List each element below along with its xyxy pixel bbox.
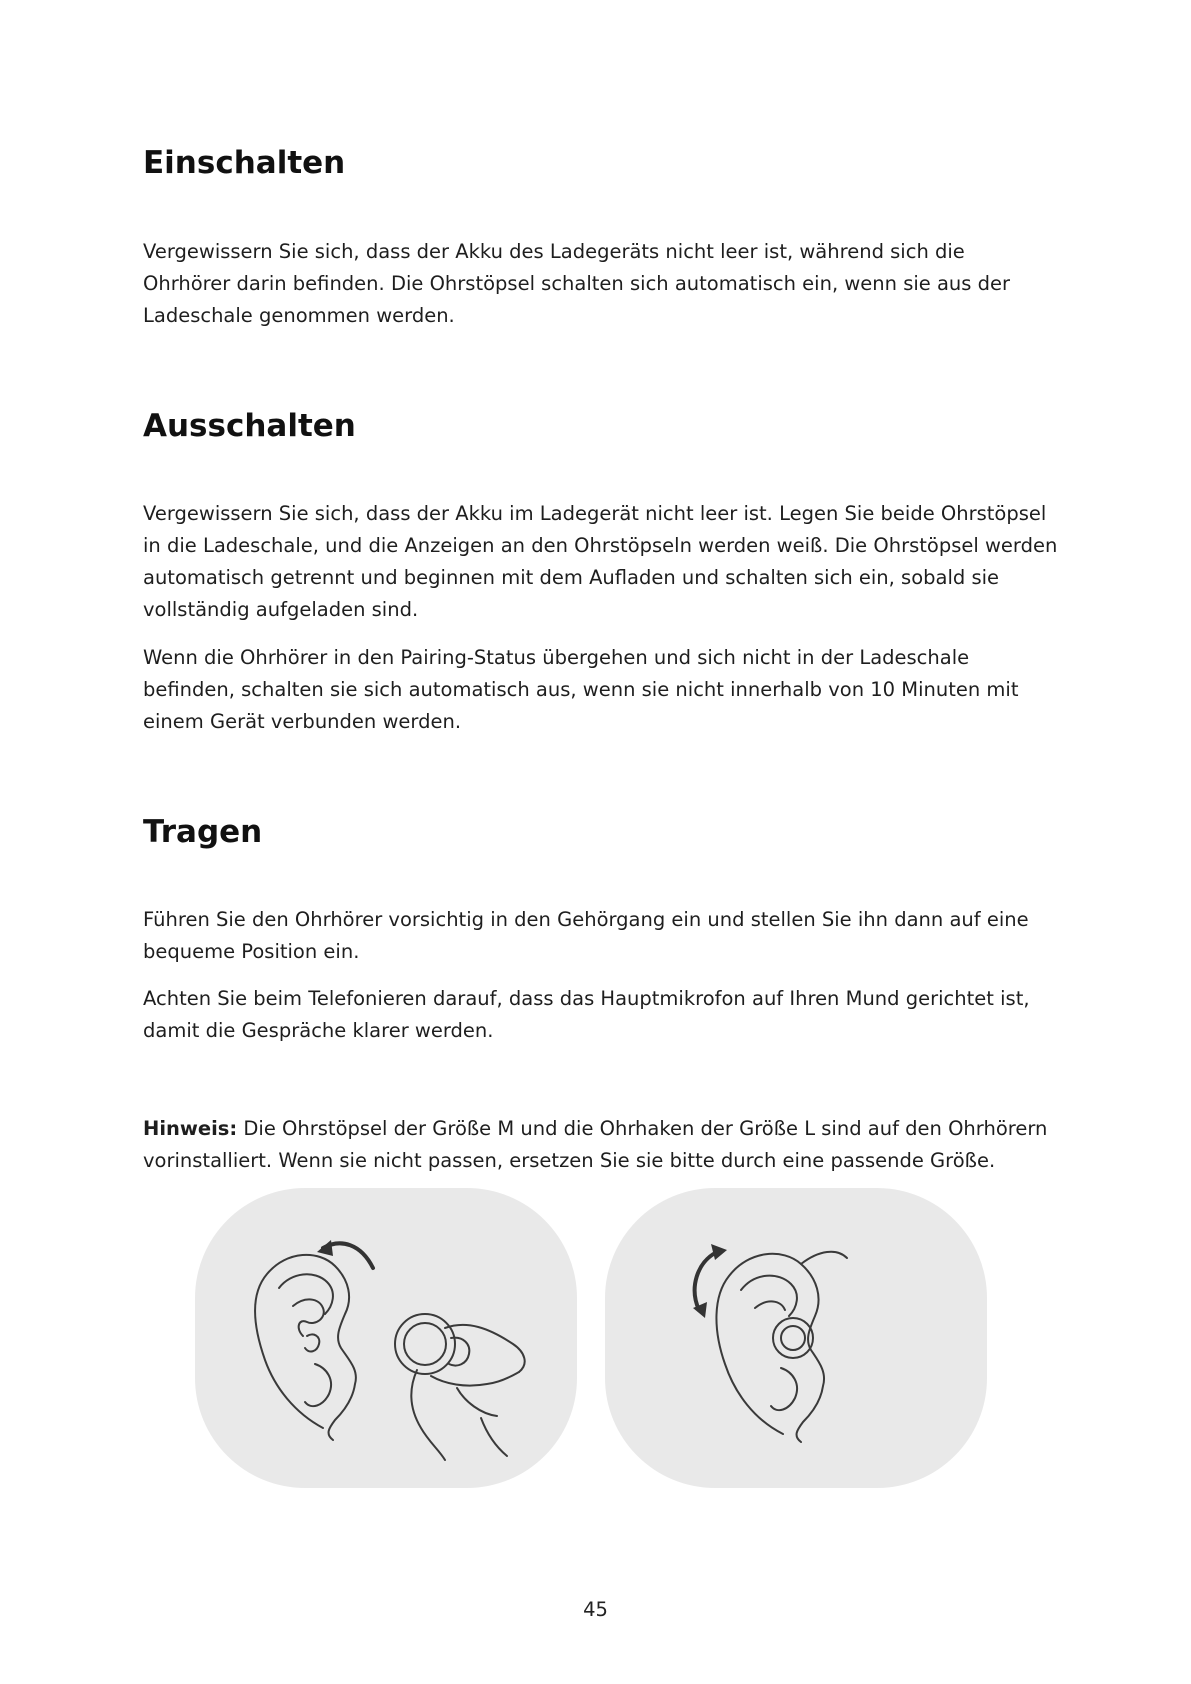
earbud-face — [781, 1326, 805, 1350]
ear-lobe — [771, 1368, 797, 1410]
rotate-arrow-head-up-icon — [711, 1244, 727, 1260]
paragraph-tragen-1: Führen Sie den Ohrhörer vorsichtig in den Gehörgang ein und stellen Sie ihn dann auf eine bequeme Position ein. — [143, 908, 1029, 963]
finger-joint — [457, 1388, 497, 1416]
rotate-arrow-head-icon — [317, 1240, 333, 1256]
note-label: Hinweis: — [143, 1117, 238, 1140]
ear-antihelix — [755, 1301, 785, 1310]
heading-tragen: Tragen — [143, 814, 263, 850]
ear-antihelix — [293, 1299, 324, 1336]
finger-lower — [411, 1370, 445, 1460]
ear-with-earbud-drawing — [605, 1188, 987, 1488]
paragraph-ausschalten-1: Vergewissern Sie sich, dass der Akku im Ladegerät nicht leer ist. Legen Sie beide Ohrstöpsel in die Ladeschale, und die Anzeigen an den Ohrstöpseln werden weiß. Die Ohrstöpsel werden automatisch getrennt und beginnen mit dem Aufladen und schalten sich ein, sobald sie vollständig aufgeladen sind. — [143, 502, 1058, 621]
heading-ausschalten: Ausschalten — [143, 408, 356, 444]
earbud-face — [404, 1323, 446, 1365]
wrist — [481, 1418, 507, 1456]
ear-canal — [305, 1334, 319, 1351]
earbud-body — [773, 1318, 813, 1358]
paragraph-tragen-2: Achten Sie beim Telefonieren darauf, dass das Hauptmikrofon auf Ihren Mund gerichtet ist, damit die Gespräche klarer werden. — [143, 987, 1030, 1042]
paragraph-einschalten: Vergewissern Sie sich, dass der Akku des Ladegeräts nicht leer ist, während sich die Ohrhörer darin befinden. Die Ohrstöpsel schalten sich automatisch ein, wenn sie aus der Ladeschale genommen werden. — [143, 240, 1011, 327]
illustration-insert-earbud — [195, 1188, 577, 1488]
note-paragraph — [143, 1113, 1058, 1177]
ear-lobe — [305, 1364, 331, 1406]
ear-hook — [801, 1252, 847, 1264]
rotate-arrow-icon — [695, 1252, 717, 1310]
ear-inner-fold — [279, 1274, 333, 1314]
ear-outline — [716, 1254, 824, 1442]
ear-and-hand-drawing — [195, 1188, 577, 1488]
paragraph-ausschalten-2: Wenn die Ohrhörer in den Pairing-Status übergehen und sich nicht in der Ladeschale befinden, schalten sie sich automatisch aus, wenn sie nicht innerhalb von 10 Minuten mit einem Gerät verbunden werden. — [143, 646, 1019, 733]
note-text: Die Ohrstöpsel der Größe M und die Ohrhaken der Größe L sind auf den Ohrhörern vorinstalliert. Wenn sie nicht passen, ersetzen Sie sie bitte durch eine passende Größe. — [143, 1117, 1048, 1172]
earbud-tip — [449, 1338, 469, 1366]
index-finger — [431, 1372, 519, 1386]
illustration-rotate-earbud — [605, 1188, 987, 1488]
heading-einschalten: Einschalten — [143, 145, 346, 181]
ear-inner-fold — [741, 1276, 797, 1316]
page-number: 45 — [583, 1598, 608, 1621]
